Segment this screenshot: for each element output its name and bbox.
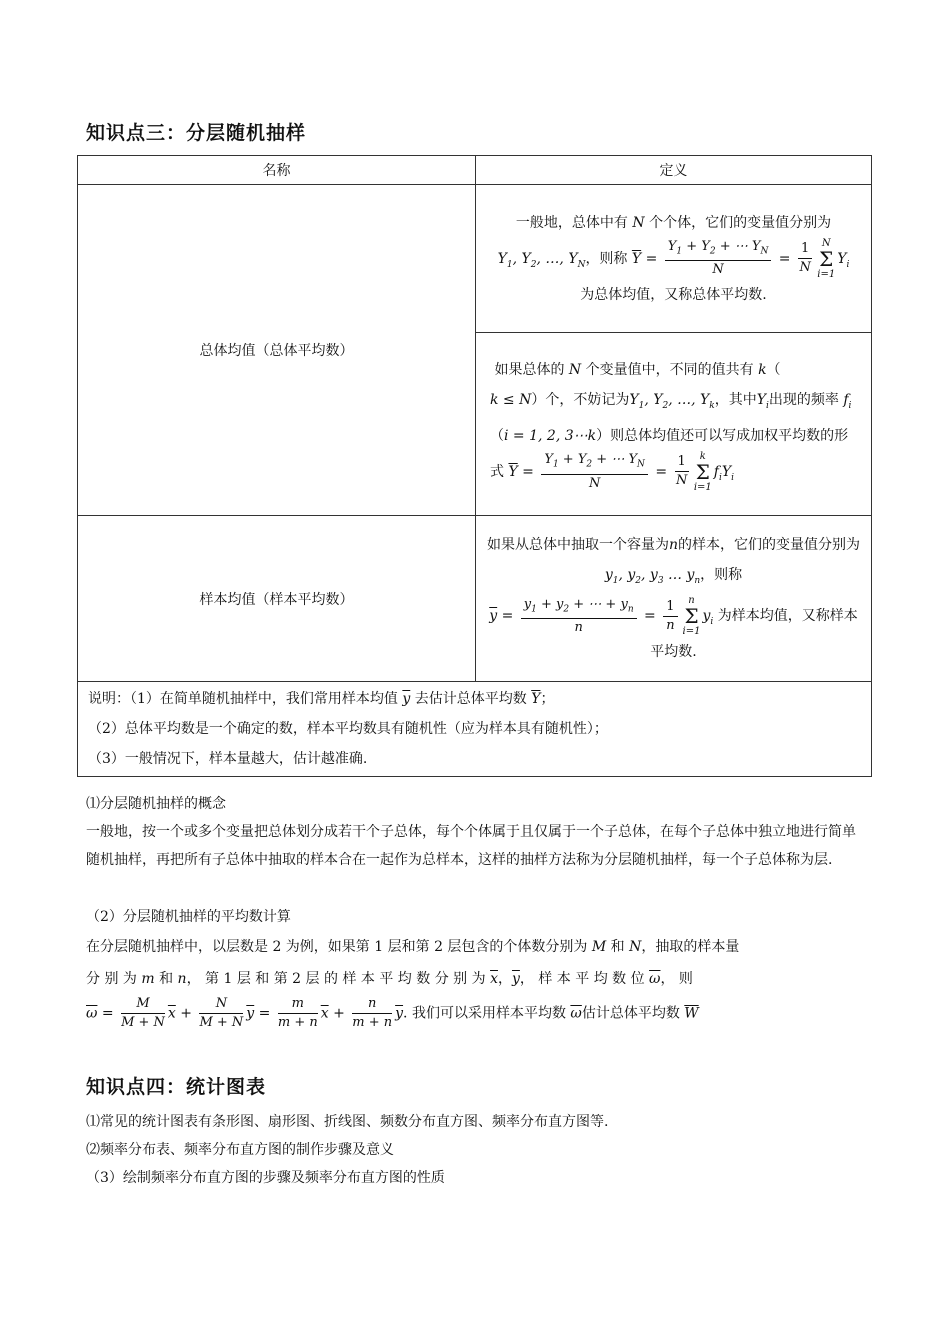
row-weighted-mean-def: 如果总体的 N 个变量值中，不同的值共有 k（ k ≤ N）个，不妨记为$Y_1$, $Y_2$, …, $Y_k$，其中$Y_i$出现的频率 $f_i(i = 1$, 2, 3⋯k）则总体均值还可以写成加权平均数的形式 $\overline{Y}$ = $\frac{Y_1 + Y_2 + \cdots Y_N}{N}$ = $\frac{1}{N}$ k Σ $i=1f_iY_i$ [476, 333, 872, 516]
row-population-mean-def: 一般地，总体中有 N 个个体，它们的变量值分别为 $Y_1$, $Y_2$, …, $Y_N$，则称 $\overline{Y}$ = $\frac{Y_1 + Y_2 + \cdots Y_N}{N}$ = $\frac{1}{N}$ N Σ $i=1Y_i$ 为总体均值，又称总体平均数. [476, 185, 872, 333]
table-note: 说明：（1）在简单随机抽样中，我们常用样本均值 $\overline{y}$ 去估计总体平均数 $\overline{Y}$； （2）总体平均数是一个确定的数，样本平均数具有随机性（应为样本具有随机性）； （3）一般情况下，样本量越大，估计越准确. [78, 682, 872, 777]
math-Y-bar: $\overline{Y}$ [631, 250, 642, 267]
math-fraction: $\frac{1}{N}$ [799, 241, 811, 275]
def-text: 一般地，总体中有 [515, 214, 628, 231]
table-header-row [78, 156, 872, 185]
section-stratified-mean: （2）分层随机抽样的平均数计算 在分层随机抽样中，以层数是 2 为例，如果第 1 层和第 2 层包含的个体数分别为 M 和 N，抽取的样本量 分 别 为 m 和 n， 第 1 层 和 第 2 层 的 样 本 平 均 数 分 别 为 $\overline{x}$，$\overline{y}$， 样 本 平 均 数 位 $\overline{\omega}$， 则 $\overline{\omega}$ = $\frac{M}{M + N}$ $\overline{x}$ + $\frac{N}{M + N}$ $\overline{y}$ = $\frac{m}{m + n}$ $\overline{x}$ + $\frac{n}{m + n}$ $\overline{y}$. 我们可以采用样本平均数 $\overline{\omega}$估计总体平均数 $\overline{W}$ [86, 909, 740, 1030]
heading-knowledge-3: 知识点三：分层随机抽样 [86, 122, 307, 144]
heading-knowledge-4: 知识点四：统计图表 [86, 1076, 267, 1098]
row-sample-mean-def: 如果从总体中抽取一个容量为n的样本，它们的变量值分别为 $y_1$, $y_2$, $y_3$ … $y_n$，则称 $\overline{y}$ = $\frac{y_1 + y_2 + \cdots + y_n}{n}$ = $\frac{1}{n}$ n Σ $i=1y_i$ 为样本均值，又称样本平均数. [476, 516, 872, 682]
def-text: ，则称 [585, 250, 628, 267]
table-row [78, 185, 872, 333]
table-note-row [78, 682, 872, 777]
def-text: 个个体，它们的变量值分别为 [649, 214, 832, 231]
header-name: 名称 [78, 156, 476, 185]
header-definition: 定义 [476, 156, 872, 185]
section-stat-charts: ⑴常见的统计图表有条形图、扇形图、折线图、频数分布直方图、频率分布直方图等. ⑵频率分布表、频率分布直方图的制作步骤及意义 （3）绘制频率分布直方图的步骤及频率分布直方图的性质 [86, 1114, 609, 1186]
table-row [78, 516, 872, 682]
math-fraction: $\frac{Y_1 + Y_2 + \cdots Y_N}{N}$ [665, 238, 772, 280]
row-sample-mean-name: 样本均值（样本平均数） [78, 516, 476, 682]
section-stratified-concept: ⑴分层随机抽样的概念 一般地，按一个或多个变量把总体划分成若干个子总体，每个个体属于且仅属于一个子总体，在每个子总体中独立地进行简单随机抽样，再把所有子总体中抽取的样本合在一起作为总样本，这样的抽样方法称为分层随机抽样，每一个子总体称为层. [86, 796, 856, 868]
math-N: N [632, 214, 645, 231]
knowledge-table [77, 155, 872, 777]
row-population-mean-name: 总体均值（总体平均数） [78, 185, 476, 516]
math-y-list: $Y_1$, $Y_2$, …, $Y_N$ [497, 250, 586, 270]
def-text: 为总体均值，又称总体平均数. [580, 286, 767, 303]
math-sum: N Σ i=1 [817, 237, 836, 280]
